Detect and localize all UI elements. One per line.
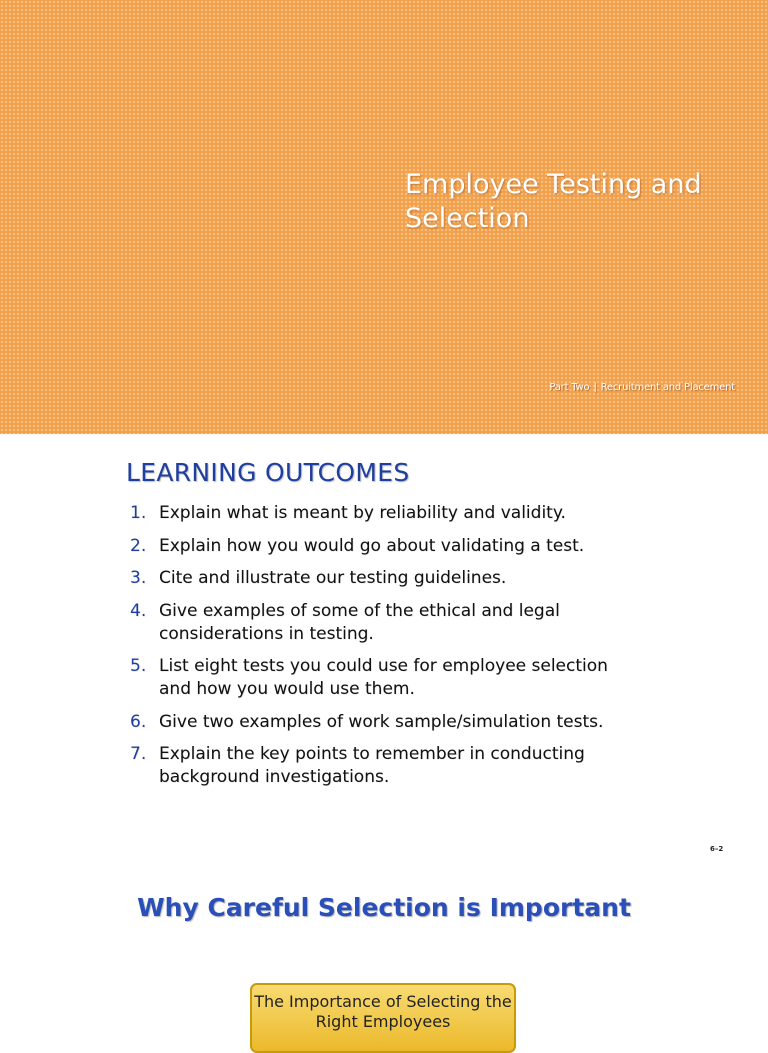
item-number: 7. [130, 744, 147, 764]
item-number: 3. [130, 568, 147, 588]
part-number: Part Two [549, 382, 590, 393]
importance-box: The Importance of Selecting the Right Employees [250, 983, 516, 1053]
item-number: 2. [130, 535, 147, 556]
section-title: Why Careful Selection is Important [137, 893, 631, 922]
item-text: Explain what is meant by reliability and validity. [159, 503, 566, 523]
learning-outcomes-heading: LEARNING OUTCOMES [126, 458, 410, 487]
item-number: 6. [130, 711, 147, 732]
list-item [130, 502, 630, 525]
slide-title: Employee Testing and Selection [405, 169, 702, 234]
list-item [130, 655, 630, 701]
learning-outcomes-list [130, 502, 630, 799]
list-item [130, 711, 630, 734]
item-text: Give examples of some of the ethical and legal considerations in testing. [159, 600, 560, 644]
title-slide [0, 0, 768, 434]
part-name: Recruitment and Placement [600, 382, 735, 393]
item-text: Explain how you would go about validating a test. [159, 535, 585, 556]
list-item [130, 600, 630, 646]
list-item [130, 535, 630, 558]
item-text: Explain the key points to remember in conducting background investigations. [159, 744, 585, 787]
item-text: Give two examples of work sample/simulation tests. [159, 711, 604, 732]
page-number: 6–2 [710, 845, 724, 853]
part-footer [549, 382, 735, 393]
item-number: 1. [130, 503, 147, 523]
list-item [130, 743, 630, 789]
item-text: List eight tests you could use for employee selection and how you would use them. [159, 656, 608, 699]
item-text: Cite and illustrate our testing guidelines. [159, 568, 507, 588]
list-item [130, 567, 630, 590]
item-number: 5. [130, 656, 147, 676]
item-number: 4. [130, 600, 147, 621]
part-separator: | [593, 382, 597, 393]
